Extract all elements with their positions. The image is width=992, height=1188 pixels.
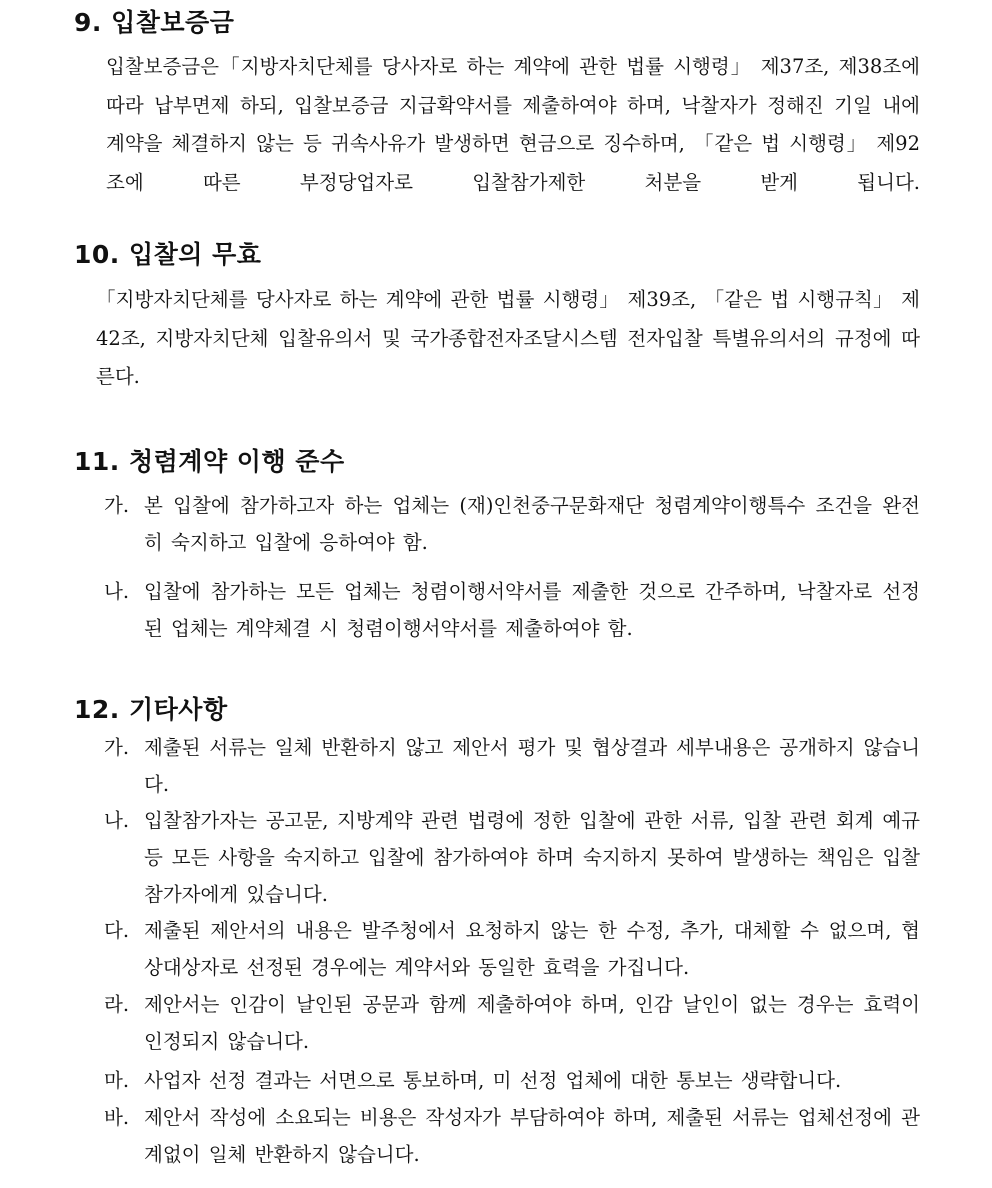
list-item-text: 제출된 서류는 일체 반환하지 않고 제안서 평가 및 협상결과 세부내용은 공개하지 않습니다. (144, 736, 920, 796)
list-marker: 마. (104, 1069, 130, 1092)
list-item-12-na (104, 802, 920, 913)
section-heading-9: 9. 입찰보증금 (74, 8, 235, 37)
list-marker: 가. (104, 494, 130, 517)
list-item-text: 입찰에 참가하는 모든 업체는 청렴이행서약서를 제출한 것으로 간주하며, 낙찰자로 선정된 업체는 계약체결 시 청렴이행서약서를 제출하여야 함. (144, 580, 920, 640)
list-item-12-ba (104, 1099, 920, 1173)
list-item-12-ra (104, 986, 920, 1060)
section-heading-11: 11. 청렴계약 이행 준수 (74, 447, 345, 476)
list-item-text: 입찰참가자는 공고문, 지방계약 관련 법령에 정한 입찰에 관한 서류, 입찰 관련 회계 예규 등 모든 사항을 숙지하고 입찰에 참가하여야 하며 숙지하지 못하여 발생하는 책임은 입찰참가자에게 있습니다. (144, 809, 920, 906)
list-item-11-na (104, 573, 920, 647)
list-item-text: 사업자 선정 결과는 서면으로 통보하며, 미 선정 업체에 대한 통보는 생략합니다. (144, 1069, 842, 1092)
list-marker: 다. (104, 919, 130, 942)
list-item-text: 제출된 제안서의 내용은 발주청에서 요청하지 않는 한 수정, 추가, 대체할 수 없으며, 협상대상자로 선정된 경우에는 계약서와 동일한 효력을 가집니다. (144, 919, 920, 979)
section-body-10: 「지방자치단체를 당사자로 하는 계약에 관한 법률 시행령」 제39조, 「같은 법 시행규칙」 제42조, 지방자치단체 입찰유의서 및 국가종합전자조달시스템 전자입찰 특별유의서의 규정에 따른다. (96, 288, 920, 388)
list-item-text: 제안서 작성에 소요되는 비용은 작성자가 부담하여야 하며, 제출된 서류는 업체선정에 관계없이 일체 반환하지 않습니다. (144, 1106, 920, 1166)
list-marker: 나. (104, 809, 130, 832)
list-marker: 가. (104, 736, 130, 759)
section-heading-12: 12. 기타사항 (74, 695, 228, 724)
list-item-text: 본 입찰에 참가하고자 하는 업체는 (재)인천중구문화재단 청렴계약이행특수 조건을 완전히 숙지하고 입찰에 응하여야 함. (144, 494, 920, 554)
list-marker: 라. (104, 993, 130, 1016)
list-item-12-ga (104, 729, 920, 803)
list-marker: 바. (104, 1106, 130, 1129)
list-marker: 나. (104, 580, 130, 603)
list-item-12-ma (104, 1062, 920, 1099)
section-heading-10: 10. 입찰의 무효 (74, 240, 262, 269)
list-item-text: 제안서는 인감이 날인된 공문과 함께 제출하여야 하며, 인감 날인이 없는 경우는 효력이 인정되지 않습니다. (144, 993, 920, 1053)
list-item-12-da (104, 912, 920, 986)
section-body-9: 입찰보증금은「지방자치단체를 당사자로 하는 계약에 관한 법률 시행령」 제37조, 제38조에 따라 납부면제 하되, 입찰보증금 지급확약서를 제출하여야 하며, 낙찰자가 정해진 기일 내에 계약을 체결하지 않는 등 귀속사유가 발생하면 현금으로 징수하며, 「같은 법 시행령」 제92조에 따른 부정당업자로 입찰참가제한 처분을 받게 됩니다. (106, 55, 920, 194)
list-item-11-ga (104, 487, 920, 561)
